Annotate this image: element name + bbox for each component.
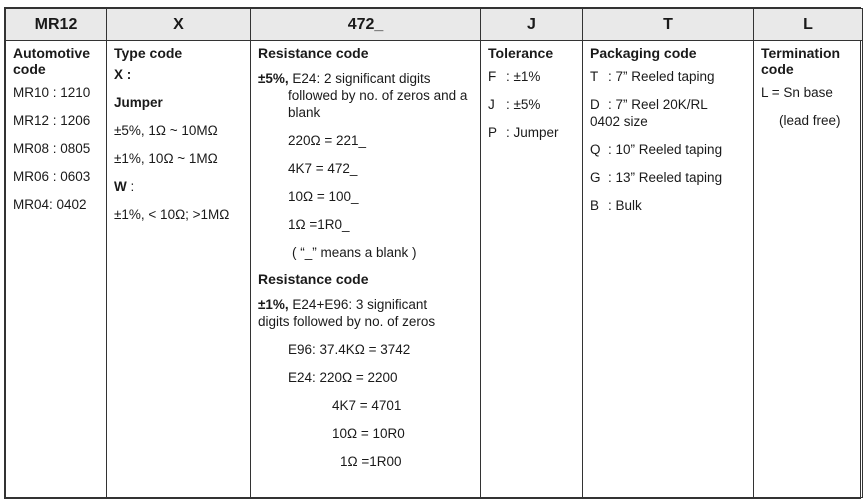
header-x: X bbox=[107, 9, 251, 41]
w-colon: : bbox=[126, 179, 135, 194]
tolerance-title: Tolerance bbox=[488, 45, 554, 61]
header-row bbox=[6, 9, 863, 41]
packaging-code-title: Packaging code bbox=[590, 45, 697, 61]
size-item: MR06 : 0603 bbox=[13, 169, 91, 184]
packaging-item-cont: 0402 size bbox=[590, 114, 648, 129]
x-label: X : bbox=[114, 67, 132, 82]
termination-code-title: Termination code bbox=[761, 45, 841, 77]
packaging-item: G : 13” Reeled taping bbox=[590, 170, 723, 185]
header-t: T bbox=[583, 9, 754, 41]
tolerance-item: F : ±1% bbox=[488, 69, 541, 84]
size-item: MR10 : 1210 bbox=[13, 85, 91, 100]
tolerance-1pct: ±1%, bbox=[258, 297, 289, 312]
packaging-item: B : Bulk bbox=[590, 198, 642, 213]
e96-example: E96: 37.4KΩ = 3742 bbox=[288, 342, 411, 357]
jumper-label: Jumper bbox=[114, 95, 163, 110]
size-item: MR04: 0402 bbox=[13, 197, 87, 212]
w-label: W bbox=[114, 179, 127, 194]
termination-code-cell bbox=[754, 41, 863, 498]
resistance-code-cell bbox=[251, 41, 481, 498]
resistance-example: 4K7 = 472_ bbox=[288, 161, 358, 176]
content-row bbox=[6, 41, 863, 498]
e24-example: E24: 220Ω = 2200 bbox=[288, 370, 398, 385]
resistance-5pct-desc-cont: followed by no. of zeros and a blank bbox=[288, 88, 468, 120]
header-l: L bbox=[754, 9, 863, 41]
resistance-1pct-desc: ±1%, E24+E96: 3 significant bbox=[258, 297, 428, 312]
packaging-item: D : 7” Reel 20K/RL bbox=[590, 97, 708, 112]
header-j: J bbox=[481, 9, 583, 41]
w-label-line bbox=[114, 178, 244, 195]
packaging-item: T : 7” Reeled taping bbox=[590, 69, 715, 84]
type-range-w: ±1%, < 10Ω; >1MΩ bbox=[114, 207, 230, 222]
termination-item: L = Sn base bbox=[761, 85, 833, 100]
size-item: MR08 : 0805 bbox=[13, 141, 91, 156]
resistance-example: 4K7 = 4701 bbox=[332, 398, 402, 413]
tolerance-5pct: ±5%, bbox=[258, 71, 289, 86]
tolerance-item: J : ±5% bbox=[488, 97, 541, 112]
automotive-code-title: Automotive code bbox=[13, 45, 90, 77]
resistance-example: 10Ω = 10R0 bbox=[332, 426, 405, 441]
resistance-5pct-desc: ±5%, E24: 2 significant digits bbox=[258, 71, 431, 86]
resistance-example: 10Ω = 100_ bbox=[288, 189, 359, 204]
packaging-code-cell bbox=[583, 41, 754, 498]
resistance-example: 1Ω =1R0_ bbox=[288, 217, 350, 232]
header-472: 472_ bbox=[251, 9, 481, 41]
part-number-table bbox=[4, 7, 861, 499]
tolerance-cell bbox=[481, 41, 583, 498]
type-code-cell bbox=[107, 41, 251, 498]
type-range-1pct: ±1%, 10Ω ~ 1MΩ bbox=[114, 151, 218, 166]
type-range-5pct: ±5%, 1Ω ~ 10MΩ bbox=[114, 123, 218, 138]
blank-note: ( “_” means a blank ) bbox=[292, 245, 417, 260]
termination-note: (lead free) bbox=[779, 113, 841, 128]
tolerance-item: P : Jumper bbox=[488, 125, 559, 140]
packaging-item: Q : 10” Reeled taping bbox=[590, 142, 723, 157]
resistance-example: 220Ω = 221_ bbox=[288, 133, 367, 148]
resistance-code-title-1: Resistance code bbox=[258, 45, 369, 61]
resistance-code-title-2: Resistance code bbox=[258, 271, 369, 287]
header-mr12: MR12 bbox=[6, 9, 107, 41]
resistance-1pct-desc-cont: digits followed by no. of zeros bbox=[258, 314, 436, 329]
automotive-code-cell bbox=[6, 41, 107, 498]
size-item: MR12 : 1206 bbox=[13, 113, 91, 128]
resistance-example: 1Ω =1R00 bbox=[340, 454, 402, 469]
type-code-title: Type code bbox=[114, 45, 183, 61]
